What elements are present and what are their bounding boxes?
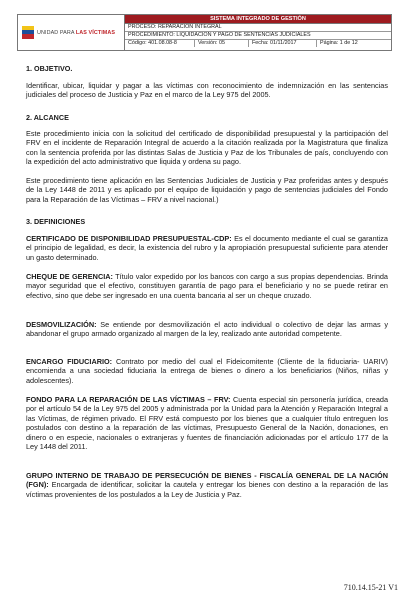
scope-paragraph-2: Este procedimiento tiene aplicación en las Sentencias Judiciales de Justicia y Paz proferidas antes y después de la Ley 1448 de 2011 y es aplicado por el equipo de liquidación y pago de sentencias judiciales del Fondo para la Reparación de las Víctimas – FRV a nivel nacional.)	[26, 176, 388, 204]
objective-text: Identificar, ubicar, liquidar y pagar a las víctimas con reconocimiento de indemnización en las sentencias judiciales del proceso de Justicia y Paz en el marco de la Ley 975 del 2005.	[26, 81, 388, 100]
section-3-title: 3. DEFINICIONES	[26, 217, 86, 226]
definition-text: Cuenta especial sin personería jurídica, creada por el artículo 54 de la Ley 975 del 2005 y administrada por la Unidad para la Atención y Reparación Integral a las Víctimas, de régimen privado. El FRV está compuesto por los bienes que a cualquier título entreguen los postulados con destino a la reparación de las víctimas, Presupuesto General de la Nación, donaciones, en dinero o en especie, nacionales o extranjeras y fuentes de financiación adicionadas por el artículo 177 de la Ley 1448 del 2011.	[26, 395, 388, 452]
definition-term: ENCARGO FIDUCIARIO:	[26, 357, 113, 366]
definition-text: Contrato por medio del cual el Fideicomitente (Cliente de la fiduciaria- UARIV) encomienda a una sociedad fiduciaria la entrega de bienes o dinero a los beneficiarios (Niños, niñas y adolescentes).	[26, 357, 388, 385]
colombia-shield-icon	[22, 26, 34, 39]
definition-cdp	[26, 234, 388, 262]
definition-text: Encargada de identificar, solicitar la cautela y entregar los bienes con destino a la reparación de las víctimas provenientes de los postulados a la Ley de Justicia y Paz.	[26, 480, 388, 499]
definition-text: Se entiende por desmovilización el acto individual o colectivo de dejar las armas y abandonar el grupo armado organizado al margen de la ley, realizado ante autoridad competente.	[26, 320, 388, 339]
version-label: Versión: 05	[195, 40, 249, 47]
definition-cheque	[26, 272, 388, 300]
definition-text: Título valor expedido por los bancos con cargo a sus propias dependencias. Brinda mayor seguridad que el efectivo, constituyen garantía de pago para el beneficiario y no se puede retirar en efectivo, sino que debe ser ingresado en una cuenta bancaria al ser un cheque cruzado.	[26, 272, 388, 300]
definition-term: GRUPO INTERNO DE TRABAJO DE PERSECUCIÓN DE BIENES - FISCALÍA GENERAL DE LA NACIÓN (FGN):	[26, 471, 388, 490]
footer-code: 710.14.15-21 V1	[343, 583, 398, 592]
definition-text: Es el documento mediante el cual se garantiza el principio de legalidad, es decir, la existencia del rubro y la apropiación presupuestal suficiente para atender un gasto determinado.	[26, 234, 388, 262]
logo-prefix: UNIDAD PARA	[37, 29, 76, 36]
section-1-title: 1. OBJETIVO.	[26, 64, 73, 73]
code-label: Código: 401.08.08-8	[125, 40, 195, 47]
header-meta-row	[125, 40, 391, 47]
definition-frv	[26, 395, 388, 451]
date-label: Fecha: 01/11/2017	[249, 40, 317, 47]
logo	[18, 15, 125, 50]
definition-encargo	[26, 357, 388, 385]
definition-term: FONDO PARA LA REPARACIÓN DE LAS VÍCTIMAS – FRV:	[26, 395, 231, 404]
header-info	[125, 15, 391, 50]
system-title: SISTEMA INTEGRADO DE GESTIÓN	[125, 15, 391, 24]
definition-term: CHEQUE DE GERENCIA:	[26, 272, 113, 281]
process-label: PROCESO: REPARACIÓN INTEGRAL	[125, 24, 391, 32]
page-label: Página: 1 de 12	[320, 40, 358, 46]
procedure-label: PROCEDIMIENTO: LIQUIDACIÓN Y PAGO DE SENTENCIAS JUDICIALES	[125, 32, 391, 40]
scope-paragraph-1: Este procedimiento inicia con la solicitud del certificado de disponibilidad presupuestal y la participación del FRV en el incidente de Reparación Integral de acuerdo a la citación realizada por la Magistratura que finaliza con la sentencia proferida por las distintas Salas de Justicia y Paz de los Tribunales de país, concluyendo con la expedición del acto administrativo que liquida y ordena su pago.	[26, 129, 388, 167]
definition-term: DESMOVILIZACIÓN:	[26, 320, 97, 329]
section-2-title: 2. ALCANCE	[26, 113, 69, 122]
definition-fgn	[26, 471, 388, 499]
logo-brand: LAS VÍCTIMAS	[75, 29, 116, 36]
definition-term: CERTIFICADO DE DISPONIBILIDAD PRESUPUESTAL-CDP:	[26, 234, 232, 243]
definition-desmovilizacion	[26, 320, 388, 339]
document-header	[17, 14, 392, 51]
